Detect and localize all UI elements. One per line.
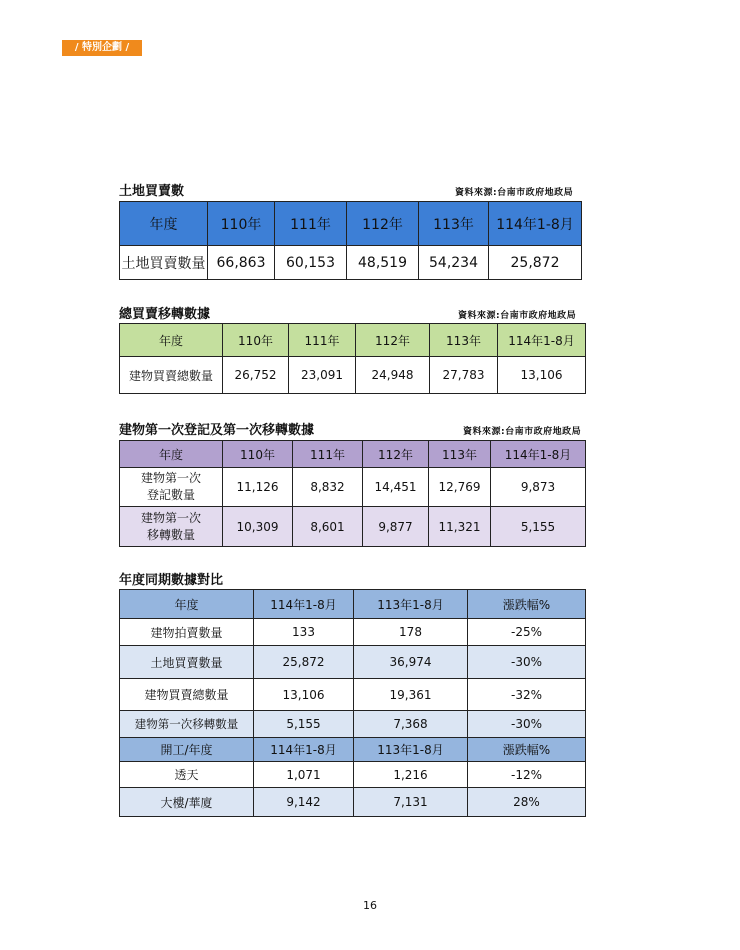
table-row [120, 788, 586, 817]
table-cell: -30% [468, 646, 586, 679]
table-cell: -12% [468, 762, 586, 788]
row-label: 建物第一次 移轉數量 [120, 507, 223, 547]
table3-source: 資料來源:台南市政府地政局 [463, 427, 582, 437]
header-cell: 111年 [293, 441, 363, 468]
table-cell: 9,873 [491, 468, 586, 507]
table-row [120, 468, 586, 507]
table-cell: 11,126 [223, 468, 293, 507]
table-cell: 27,783 [430, 357, 498, 394]
header-cell: 漲跌幅% [468, 738, 586, 762]
header-cell: 年度 [120, 324, 223, 357]
table2-source: 資料來源:台南市政府地政局 [458, 311, 577, 321]
row-label: 建物第一次 登記數量 [120, 468, 223, 507]
table-row [120, 646, 586, 679]
table1-source: 資料來源:台南市政府地政局 [455, 188, 574, 198]
table-row [120, 507, 586, 547]
table-cell: 7,368 [354, 711, 468, 738]
table-cell: 36,974 [354, 646, 468, 679]
table-cell: 66,863 [208, 246, 275, 280]
table-cell: -30% [468, 711, 586, 738]
land-sales-table [119, 201, 582, 280]
table-header-row [120, 202, 582, 246]
table-cell: 1,216 [354, 762, 468, 788]
table-cell: -32% [468, 679, 586, 711]
row-label: 土地買賣數量 [120, 646, 254, 679]
header-cell: 開工/年度 [120, 738, 254, 762]
table-cell: 60,153 [275, 246, 347, 280]
header-cell: 114年1-8月 [498, 324, 586, 357]
row-label: 建物第一次移轉數量 [120, 711, 254, 738]
header-cell: 年度 [120, 202, 208, 246]
header-cell: 112年 [356, 324, 430, 357]
header-cell: 113年 [429, 441, 491, 468]
header-cell: 112年 [363, 441, 429, 468]
table-row [120, 711, 586, 738]
table-cell: 26,752 [223, 357, 289, 394]
table-cell: 8,601 [293, 507, 363, 547]
table4-title: 年度同期數據對比 [119, 573, 224, 588]
table-cell: 54,234 [419, 246, 489, 280]
table-cell: 5,155 [254, 711, 354, 738]
table-cell: -25% [468, 619, 586, 646]
header-cell: 114年1-8月 [254, 590, 354, 619]
table-row [120, 619, 586, 646]
row-label: 建物買賣總數量 [120, 679, 254, 711]
table-cell: 10,309 [223, 507, 293, 547]
header-cell: 112年 [347, 202, 419, 246]
table-cell: 19,361 [354, 679, 468, 711]
row-label: 建物買賣總數量 [120, 357, 223, 394]
row-label: 透天 [120, 762, 254, 788]
header-cell: 113年 [419, 202, 489, 246]
header-cell: 年度 [120, 590, 254, 619]
section-tag: / 特別企劃 / [62, 40, 142, 56]
header-cell: 114年1-8月 [489, 202, 582, 246]
table-header-row [120, 590, 586, 619]
table-cell: 12,769 [429, 468, 491, 507]
row-label: 大樓/華廈 [120, 788, 254, 817]
table-row [120, 762, 586, 788]
header-cell: 111年 [289, 324, 356, 357]
table-row [120, 679, 586, 711]
header-cell: 111年 [275, 202, 347, 246]
table-cell: 14,451 [363, 468, 429, 507]
table-cell: 8,832 [293, 468, 363, 507]
first-registration-table [119, 440, 586, 547]
row-label: 土地買賣數量 [120, 246, 208, 280]
table-cell: 11,321 [429, 507, 491, 547]
table-cell: 178 [354, 619, 468, 646]
table-cell: 28% [468, 788, 586, 817]
page-number: 16 [363, 899, 377, 912]
table-cell: 48,519 [347, 246, 419, 280]
table-cell: 7,131 [354, 788, 468, 817]
header-cell: 113年1-8月 [354, 590, 468, 619]
table-cell: 9,142 [254, 788, 354, 817]
header-cell: 114年1-8月 [491, 441, 586, 468]
header-cell: 113年1-8月 [354, 738, 468, 762]
header-cell: 110年 [208, 202, 275, 246]
header-cell: 114年1-8月 [254, 738, 354, 762]
table3-title: 建物第一次登記及第一次移轉數據 [119, 423, 315, 438]
table-cell: 1,071 [254, 762, 354, 788]
row-label: 建物拍賣數量 [120, 619, 254, 646]
table-row [120, 246, 582, 280]
year-comparison-table [119, 589, 586, 817]
table-cell: 13,106 [498, 357, 586, 394]
table-subheader-row [120, 738, 586, 762]
table2-title: 總買賣移轉數據 [119, 307, 211, 322]
table-cell: 9,877 [363, 507, 429, 547]
table-cell: 5,155 [491, 507, 586, 547]
table-row [120, 357, 586, 394]
table-header-row [120, 324, 586, 357]
header-cell: 110年 [223, 441, 293, 468]
building-sales-table [119, 323, 586, 394]
header-cell: 113年 [430, 324, 498, 357]
header-cell: 年度 [120, 441, 223, 468]
table-cell: 13,106 [254, 679, 354, 711]
table-cell: 24,948 [356, 357, 430, 394]
header-cell: 110年 [223, 324, 289, 357]
table-header-row [120, 441, 586, 468]
table1-title: 土地買賣數 [119, 184, 185, 199]
table-cell: 25,872 [254, 646, 354, 679]
table-cell: 25,872 [489, 246, 582, 280]
header-cell: 漲跌幅% [468, 590, 586, 619]
table-cell: 133 [254, 619, 354, 646]
table-cell: 23,091 [289, 357, 356, 394]
